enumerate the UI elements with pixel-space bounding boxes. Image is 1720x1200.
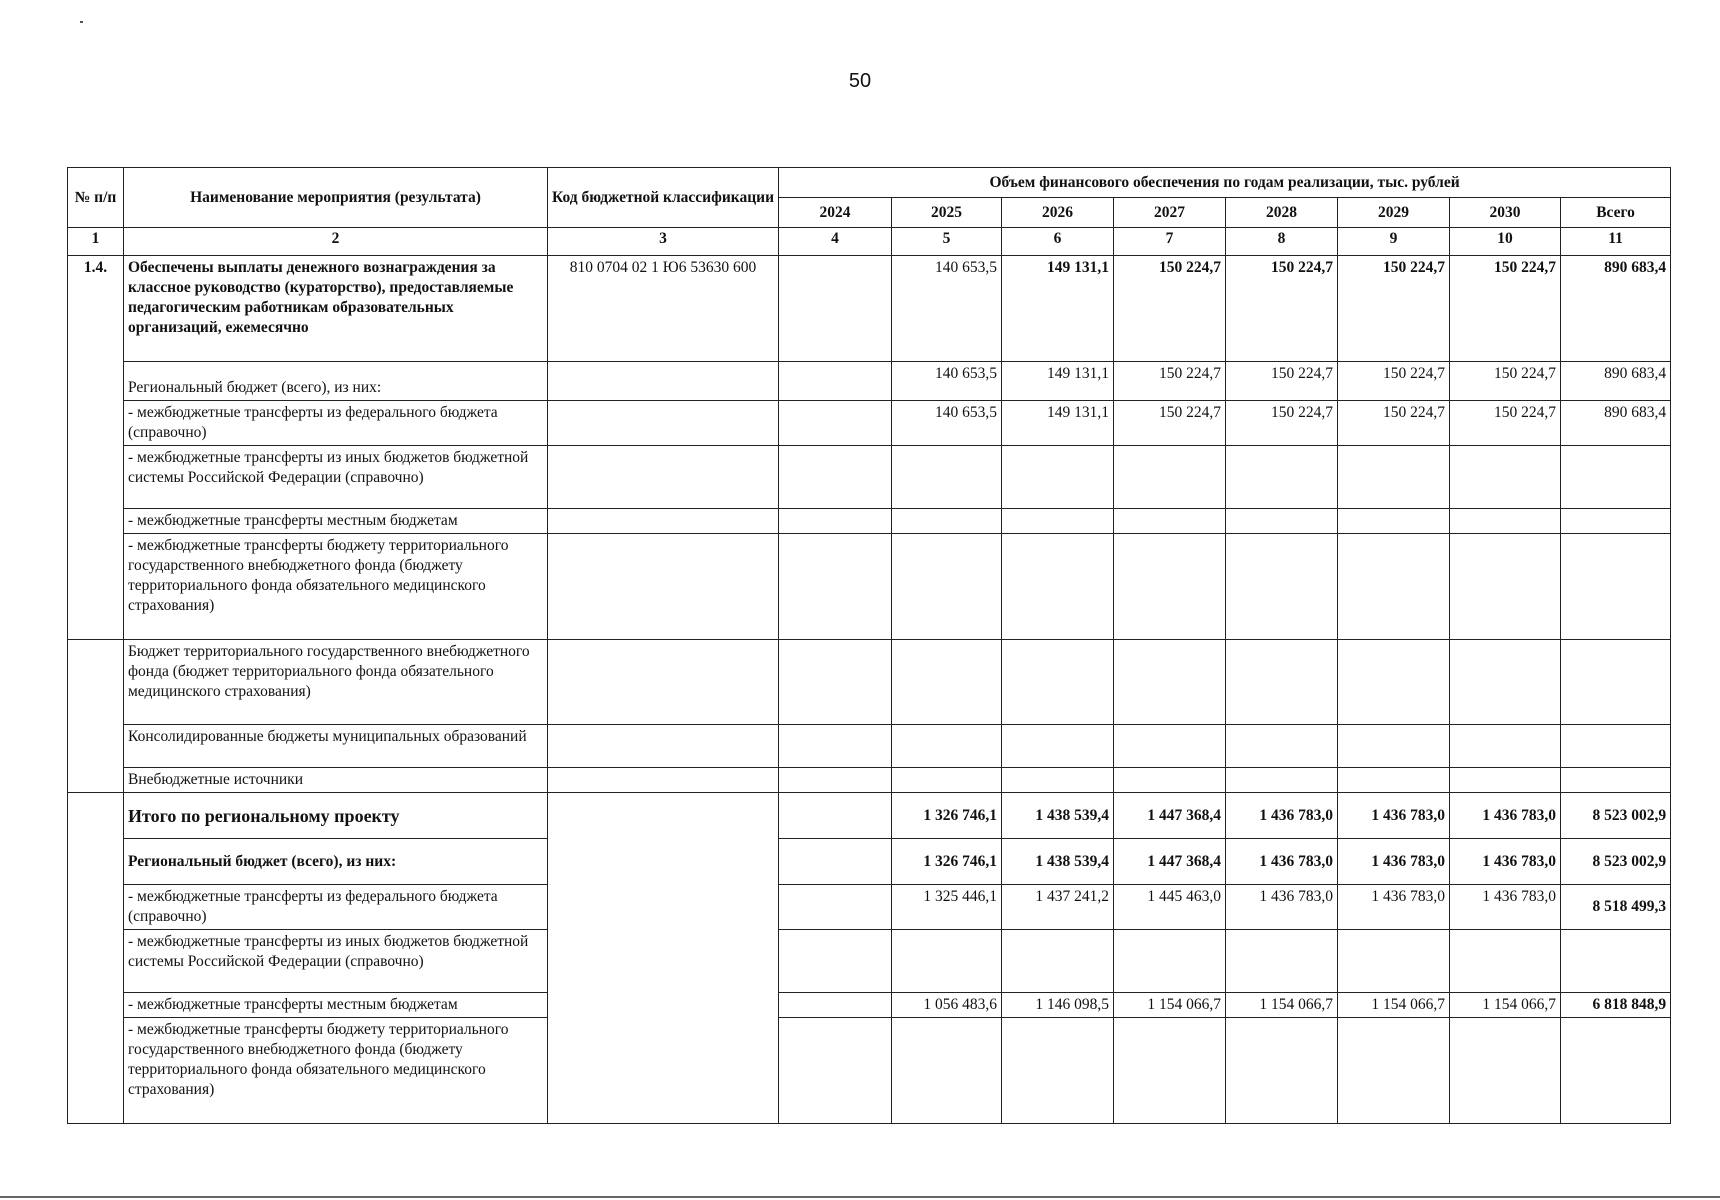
column-number: 11 <box>1561 228 1671 256</box>
value-cell: 1 436 783,0 <box>1450 885 1561 930</box>
value-cell: 1 438 539,4 <box>1002 839 1114 885</box>
budget-code <box>548 401 779 446</box>
value-cell <box>1561 768 1671 793</box>
value-cell: 1 146 098,5 <box>1002 993 1114 1018</box>
column-number: 6 <box>1002 228 1114 256</box>
budget-code: 810 0704 02 1 Ю6 53630 600 <box>548 256 779 362</box>
column-number: 4 <box>779 228 892 256</box>
header-year: 2024 <box>779 198 892 228</box>
row-label: - межбюджетные трансферты местным бюджетам <box>124 509 548 534</box>
row-number-empty <box>68 640 124 793</box>
budget-code-empty <box>548 793 779 1124</box>
row-label: Бюджет территориального государственного внебюджетного фонда (бюджет территориального фонда обязательного медицинского страхования) <box>124 640 548 725</box>
value-cell: 150 224,7 <box>1226 401 1338 446</box>
value-cell <box>1338 509 1450 534</box>
value-cell <box>779 930 892 993</box>
value-cell <box>892 640 1002 725</box>
value-cell <box>1114 725 1226 768</box>
value-cell <box>1450 930 1561 993</box>
value-cell <box>779 640 892 725</box>
value-cell: 1 436 783,0 <box>1226 839 1338 885</box>
value-cell: 1 326 746,1 <box>892 793 1002 839</box>
value-cell: 1 445 463,0 <box>1114 885 1226 930</box>
column-number: 10 <box>1450 228 1561 256</box>
value-cell: 6 818 848,9 <box>1561 993 1671 1018</box>
value-cell: 1 436 783,0 <box>1450 793 1561 839</box>
value-cell: 150 224,7 <box>1114 401 1226 446</box>
value-cell: 890 683,4 <box>1561 401 1671 446</box>
budget-code <box>548 640 779 725</box>
row-label: - межбюджетные трансферты из федерального бюджета (справочно) <box>124 885 548 930</box>
table-row <box>68 839 1671 885</box>
total-label: Итого по региональному проекту <box>124 793 548 839</box>
value-cell: 140 653,5 <box>892 362 1002 401</box>
column-number: 9 <box>1338 228 1450 256</box>
header-num: № п/п <box>68 168 124 228</box>
table-row <box>68 534 1671 640</box>
value-cell <box>1002 509 1114 534</box>
value-cell <box>779 993 892 1018</box>
value-cell <box>1338 725 1450 768</box>
value-cell <box>779 446 892 509</box>
value-cell: 1 436 783,0 <box>1226 885 1338 930</box>
value-cell: 149 131,1 <box>1002 362 1114 401</box>
row-label: Консолидированные бюджеты муниципальных образований <box>124 725 548 768</box>
value-cell: 150 224,7 <box>1114 256 1226 362</box>
header-financing: Объем финансового обеспечения по годам реализации, тыс. рублей <box>779 168 1671 198</box>
value-cell: 8 523 002,9 <box>1561 793 1671 839</box>
value-cell <box>779 1018 892 1124</box>
column-number: 2 <box>124 228 548 256</box>
table-row <box>68 640 1671 725</box>
financing-table <box>67 167 1671 1124</box>
row-label: Региональный бюджет (всего), из них: <box>124 839 548 885</box>
value-cell: 890 683,4 <box>1561 362 1671 401</box>
value-cell: 150 224,7 <box>1450 256 1561 362</box>
header-name: Наименование мероприятия (результата) <box>124 168 548 228</box>
value-cell: 1 447 368,4 <box>1114 793 1226 839</box>
financing-table-wrapper <box>67 167 1670 1124</box>
value-cell <box>1338 768 1450 793</box>
value-cell <box>1450 509 1561 534</box>
value-cell <box>1114 446 1226 509</box>
value-cell <box>1002 1018 1114 1124</box>
table-row <box>68 885 1671 930</box>
value-cell <box>1561 534 1671 640</box>
value-cell <box>1002 768 1114 793</box>
value-cell: 149 131,1 <box>1002 256 1114 362</box>
value-cell: 1 436 783,0 <box>1450 839 1561 885</box>
value-cell <box>779 534 892 640</box>
budget-code <box>548 446 779 509</box>
value-cell <box>892 725 1002 768</box>
column-number: 7 <box>1114 228 1226 256</box>
value-cell <box>1226 534 1338 640</box>
value-cell <box>892 534 1002 640</box>
value-cell <box>1561 930 1671 993</box>
table-row <box>68 1018 1671 1124</box>
value-cell <box>1450 640 1561 725</box>
value-cell <box>1002 930 1114 993</box>
value-cell <box>779 401 892 446</box>
row-label: - межбюджетные трансферты из федерального бюджета (справочно) <box>124 401 548 446</box>
value-cell <box>1561 509 1671 534</box>
value-cell <box>779 793 892 839</box>
value-cell: 1 438 539,4 <box>1002 793 1114 839</box>
table-row <box>68 446 1671 509</box>
value-cell: 1 447 368,4 <box>1114 839 1226 885</box>
value-cell <box>1338 1018 1450 1124</box>
value-cell <box>1226 768 1338 793</box>
scan-artifact <box>80 21 83 23</box>
value-cell <box>1226 509 1338 534</box>
value-cell <box>779 725 892 768</box>
scan-bottom-edge <box>0 1196 1720 1198</box>
table-row <box>68 362 1671 401</box>
column-number: 1 <box>68 228 124 256</box>
value-cell <box>892 446 1002 509</box>
budget-code <box>548 362 779 401</box>
column-number: 5 <box>892 228 1002 256</box>
row-label: Региональный бюджет (всего), из них: <box>124 362 548 401</box>
header-year: 2030 <box>1450 198 1561 228</box>
value-cell <box>1114 768 1226 793</box>
value-cell <box>1561 640 1671 725</box>
table-row <box>68 993 1671 1018</box>
value-cell <box>1450 534 1561 640</box>
column-number: 8 <box>1226 228 1338 256</box>
event-name: Обеспечены выплаты денежного вознаграждения за классное руководство (кураторство), предоставляемые педагогическим работникам образовательных организаций, ежемесячно <box>124 256 548 362</box>
row-label: Внебюджетные источники <box>124 768 548 793</box>
value-cell <box>779 885 892 930</box>
value-cell <box>1450 768 1561 793</box>
value-cell <box>1114 640 1226 725</box>
value-cell <box>779 839 892 885</box>
value-cell: 150 224,7 <box>1338 362 1450 401</box>
value-cell: 1 154 066,7 <box>1114 993 1226 1018</box>
value-cell: 1 154 066,7 <box>1450 993 1561 1018</box>
row-label: - межбюджетные трансферты бюджету территориального государственного внебюджетного фонда (бюджету территориального фонда обязательного медицинского страхования) <box>124 1018 548 1124</box>
value-cell: 890 683,4 <box>1561 256 1671 362</box>
value-cell <box>779 256 892 362</box>
table-row <box>68 401 1671 446</box>
value-cell <box>1338 640 1450 725</box>
value-cell: 1 437 241,2 <box>1002 885 1114 930</box>
header-total: Всего <box>1561 198 1671 228</box>
row-number: 1.4. <box>68 256 124 640</box>
column-number: 3 <box>548 228 779 256</box>
value-cell: 1 154 066,7 <box>1338 993 1450 1018</box>
row-label: - межбюджетные трансферты бюджету территориального государственного внебюджетного фонда (бюджету территориального фонда обязательного медицинского страхования) <box>124 534 548 640</box>
value-cell <box>779 509 892 534</box>
table-row <box>68 930 1671 993</box>
header-year: 2025 <box>892 198 1002 228</box>
value-cell: 1 436 783,0 <box>1338 839 1450 885</box>
value-cell <box>1002 725 1114 768</box>
value-cell <box>1561 446 1671 509</box>
value-cell <box>1226 446 1338 509</box>
value-cell: 1 436 783,0 <box>1226 793 1338 839</box>
value-cell: 140 653,5 <box>892 256 1002 362</box>
value-cell: 150 224,7 <box>1226 362 1338 401</box>
value-cell: 8 523 002,9 <box>1561 839 1671 885</box>
value-cell: 150 224,7 <box>1114 362 1226 401</box>
value-cell <box>892 1018 1002 1124</box>
value-cell <box>779 768 892 793</box>
value-cell <box>1561 725 1671 768</box>
table-row <box>68 725 1671 768</box>
row-label: - межбюджетные трансферты местным бюджетам <box>124 993 548 1018</box>
value-cell <box>779 362 892 401</box>
value-cell <box>1114 509 1226 534</box>
value-cell: 149 131,1 <box>1002 401 1114 446</box>
value-cell: 150 224,7 <box>1338 401 1450 446</box>
value-cell <box>1338 930 1450 993</box>
table-row <box>68 509 1671 534</box>
row-label: - межбюджетные трансферты из иных бюджетов бюджетной системы Российской Федерации (справочно) <box>124 446 548 509</box>
value-cell <box>1338 534 1450 640</box>
row-number-empty <box>68 793 124 1124</box>
table-row <box>68 768 1671 793</box>
value-cell <box>892 509 1002 534</box>
value-cell: 1 436 783,0 <box>1338 885 1450 930</box>
table-row <box>68 256 1671 362</box>
value-cell <box>892 930 1002 993</box>
header-code: Код бюджетной классификации <box>548 168 779 228</box>
value-cell <box>892 768 1002 793</box>
value-cell <box>1002 446 1114 509</box>
value-cell: 1 436 783,0 <box>1338 793 1450 839</box>
budget-code <box>548 534 779 640</box>
budget-code <box>548 509 779 534</box>
value-cell <box>1450 725 1561 768</box>
value-cell <box>1226 1018 1338 1124</box>
value-cell: 1 056 483,6 <box>892 993 1002 1018</box>
value-cell <box>1226 640 1338 725</box>
value-cell <box>1226 725 1338 768</box>
header-year: 2026 <box>1002 198 1114 228</box>
header-year: 2027 <box>1114 198 1226 228</box>
value-cell: 140 653,5 <box>892 401 1002 446</box>
value-cell: 8 518 499,3 <box>1561 885 1671 930</box>
page-number: 50 <box>848 70 872 92</box>
value-cell: 1 154 066,7 <box>1226 993 1338 1018</box>
value-cell: 150 224,7 <box>1450 362 1561 401</box>
budget-code <box>548 725 779 768</box>
row-label: - межбюджетные трансферты из иных бюджетов бюджетной системы Российской Федерации (справочно) <box>124 930 548 993</box>
table-row-total <box>68 793 1671 839</box>
header-year: 2029 <box>1338 198 1450 228</box>
value-cell <box>1561 1018 1671 1124</box>
value-cell <box>1114 1018 1226 1124</box>
value-cell <box>1338 446 1450 509</box>
header-year: 2028 <box>1226 198 1338 228</box>
value-cell: 150 224,7 <box>1450 401 1561 446</box>
value-cell <box>1114 534 1226 640</box>
value-cell: 150 224,7 <box>1226 256 1338 362</box>
value-cell: 150 224,7 <box>1338 256 1450 362</box>
value-cell <box>1114 930 1226 993</box>
value-cell <box>1450 446 1561 509</box>
value-cell: 1 325 446,1 <box>892 885 1002 930</box>
value-cell <box>1226 930 1338 993</box>
budget-code <box>548 768 779 793</box>
value-cell <box>1450 1018 1561 1124</box>
value-cell: 1 326 746,1 <box>892 839 1002 885</box>
value-cell <box>1002 640 1114 725</box>
value-cell <box>1002 534 1114 640</box>
